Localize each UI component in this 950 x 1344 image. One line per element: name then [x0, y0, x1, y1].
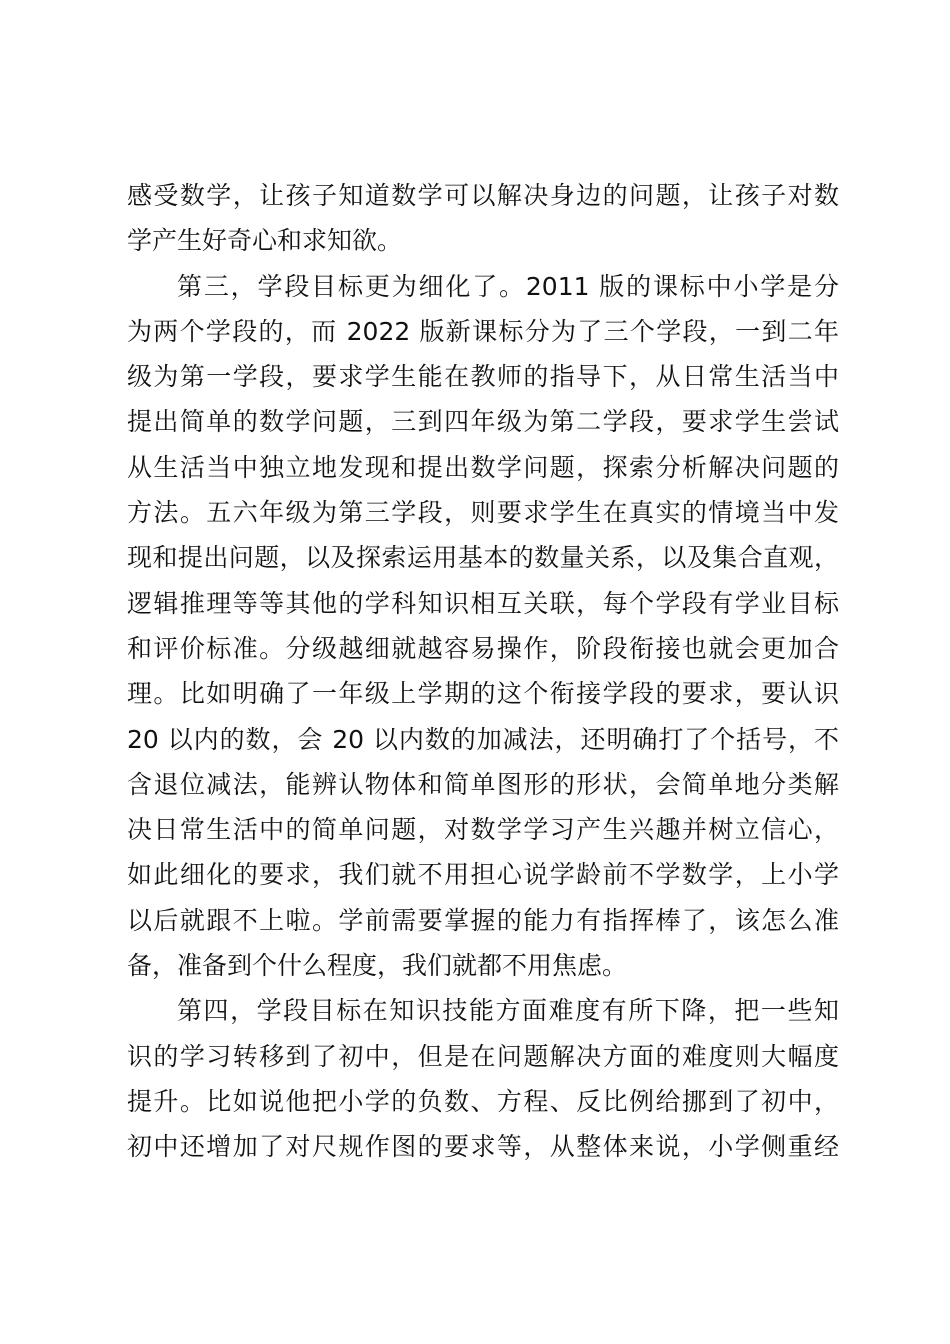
text-line: 如此细化的要求，我们就不用担心说学龄前不学数学，上小学 — [127, 860, 839, 890]
text-line: 现和提出问题，以及探索运用基本的数量关系，以及集合直观， — [127, 543, 839, 573]
text-line: 初中还增加了对尺规作图的要求等，从整体来说，小学侧重经 — [127, 1132, 839, 1162]
text-line: 识的学习转移到了初中，但是在问题解决方面的难度则大幅度 — [127, 1041, 839, 1071]
text-line: 以后就跟不上啦。学前需要掌握的能力有指挥棒了，该怎么准 — [127, 905, 839, 935]
text-line: 备，准备到个什么程度，我们就都不用焦虑。 — [127, 951, 628, 981]
paragraph-start-line: 第三，学段目标更为细化了。2011 版的课标中小学是分 — [177, 271, 839, 301]
text-line: 含退位减法，能辨认物体和简单图形的形状，会简单地分类解 — [127, 769, 839, 799]
document-body — [127, 173, 839, 1170]
text-line: 感受数学，让孩子知道数学可以解决身边的问题，让孩子对数 — [127, 181, 839, 210]
text-line: 决日常生活中的简单问题，对数学学习产生兴趣并树立信心， — [127, 815, 839, 845]
text-line: 为两个学段的，而 2022 版新课标分为了三个学段，一到二年 — [127, 316, 839, 346]
paragraph-start-line: 第四，学段目标在知识技能方面难度有所下降，把一些知 — [177, 996, 839, 1026]
text-line: 和评价标准。分级越细就越容易操作，阶段衔接也就会更加合 — [127, 633, 839, 663]
text-line: 从生活当中独立地发现和提出数学问题，探索分析解决问题的 — [127, 452, 839, 482]
text-line: 提出简单的数学问题，三到四年级为第二学段，要求学生尝试 — [127, 407, 839, 437]
text-line: 提升。比如说他把小学的负数、方程、反比例给挪到了初中， — [127, 1086, 839, 1116]
text-line: 理。比如明确了一年级上学期的这个衔接学段的要求，要认识 — [127, 679, 839, 709]
text-line: 20 以内的数，会 20 以内数的加减法，还明确打了个括号，不 — [127, 724, 839, 754]
text-line: 方法。五六年级为第三学段，则要求学生在真实的情境当中发 — [127, 498, 839, 528]
text-line: 逻辑推理等等其他的学科知识相互关联，每个学段有学业目标 — [127, 588, 839, 618]
text-line: 学产生好奇心和求知欲。 — [127, 226, 403, 256]
text-line: 级为第一学段，要求学生能在教师的指导下，从日常生活当中 — [127, 362, 839, 392]
